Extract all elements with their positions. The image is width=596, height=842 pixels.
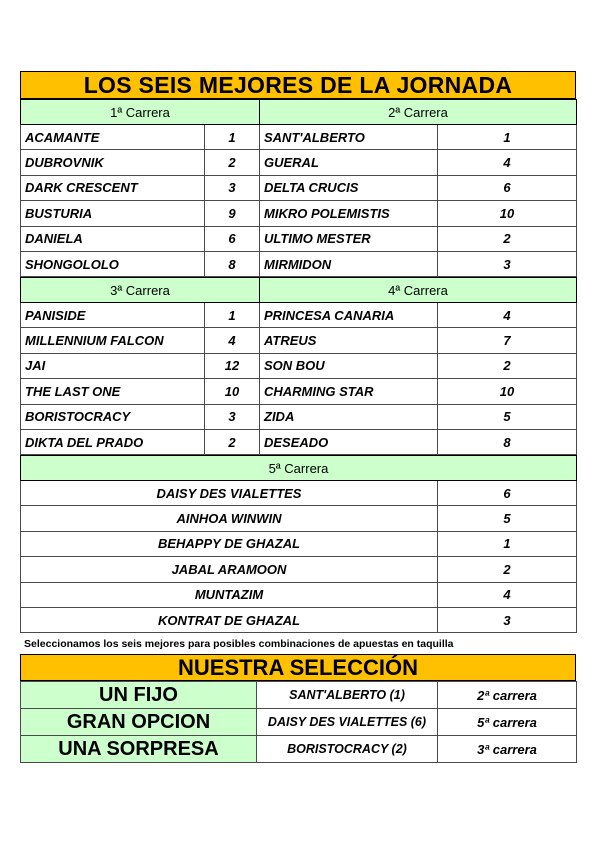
horse-number: 3 — [438, 607, 577, 632]
horse-name: ULTIMO MESTER — [260, 226, 438, 251]
table-row — [21, 506, 577, 531]
table-row — [21, 125, 577, 150]
table-row — [21, 429, 577, 454]
horse-name: DAISY DES VIALETTES — [21, 481, 438, 506]
selection-title: NUESTRA SELECCIÓN — [20, 654, 576, 681]
table-row — [21, 379, 577, 404]
horse-number: 4 — [205, 328, 260, 353]
horse-number: 10 — [438, 379, 577, 404]
horse-number: 8 — [438, 429, 577, 454]
horse-name: CHARMING STAR — [260, 379, 438, 404]
table-row — [21, 531, 577, 556]
selection-race: 3ª carrera — [438, 736, 577, 763]
horse-name: DANIELA — [21, 226, 205, 251]
table-row — [21, 682, 577, 709]
horse-name: MILLENNIUM FALCON — [21, 328, 205, 353]
table-row — [21, 303, 577, 328]
table-row — [21, 226, 577, 251]
table-row — [21, 175, 577, 200]
table-row — [21, 201, 577, 226]
horse-number: 5 — [438, 506, 577, 531]
horse-number: 7 — [438, 328, 577, 353]
horse-name: JABAL ARAMOON — [21, 557, 438, 582]
table-row — [21, 404, 577, 429]
horse-name: SON BOU — [260, 353, 438, 378]
table-row — [21, 582, 577, 607]
horse-number: 2 — [205, 150, 260, 175]
horse-name: AINHOA WINWIN — [21, 506, 438, 531]
horse-number: 4 — [438, 303, 577, 328]
table-row — [21, 251, 577, 276]
horse-number: 12 — [205, 353, 260, 378]
table-row — [21, 150, 577, 175]
selection-race: 5ª carrera — [438, 709, 577, 736]
horse-name: KONTRAT DE GHAZAL — [21, 607, 438, 632]
horse-name: ZIDA — [260, 404, 438, 429]
selection-horse: DAISY DES VIALETTES (6) — [257, 709, 438, 736]
horse-number: 6 — [438, 175, 577, 200]
horse-number: 4 — [438, 150, 577, 175]
horse-name: ACAMANTE — [21, 125, 205, 150]
race-4-header: 4ª Carrera — [260, 278, 577, 303]
horse-name: SHONGOLOLO — [21, 251, 205, 276]
table-row — [21, 353, 577, 378]
horse-number: 3 — [205, 175, 260, 200]
horse-name: DELTA CRUCIS — [260, 175, 438, 200]
horse-number: 3 — [438, 251, 577, 276]
horse-name: SANT'ALBERTO — [260, 125, 438, 150]
selection-horse: SANT'ALBERTO (1) — [257, 682, 438, 709]
selection-race: 2ª carrera — [438, 682, 577, 709]
selection-table — [20, 681, 577, 763]
table-row — [21, 709, 577, 736]
horse-number: 10 — [205, 379, 260, 404]
horse-name: PANISIDE — [21, 303, 205, 328]
selection-label: UN FIJO — [21, 682, 257, 709]
race-3-header: 3ª Carrera — [21, 278, 260, 303]
selection-label: UNA SORPRESA — [21, 736, 257, 763]
horse-number: 1 — [438, 531, 577, 556]
horse-name: DUBROVNIK — [21, 150, 205, 175]
races-1-2-table — [20, 99, 577, 277]
horse-name: DESEADO — [260, 429, 438, 454]
horse-number: 10 — [438, 201, 577, 226]
horse-number: 2 — [205, 429, 260, 454]
horse-number: 2 — [438, 226, 577, 251]
horse-name: ATREUS — [260, 328, 438, 353]
horse-number: 2 — [438, 557, 577, 582]
table-row — [21, 557, 577, 582]
horse-name: MIKRO POLEMISTIS — [260, 201, 438, 226]
table-row — [21, 607, 577, 632]
table-row — [21, 328, 577, 353]
horse-number: 6 — [205, 226, 260, 251]
horse-number: 6 — [438, 481, 577, 506]
horse-number: 4 — [438, 582, 577, 607]
selection-horse: BORISTOCRACY (2) — [257, 736, 438, 763]
horse-name: BORISTOCRACY — [21, 404, 205, 429]
horse-number: 1 — [205, 125, 260, 150]
horse-name: DIKTA DEL PRADO — [21, 429, 205, 454]
horse-number: 2 — [438, 353, 577, 378]
table-row — [21, 736, 577, 763]
horse-number: 9 — [205, 201, 260, 226]
horse-name: JAI — [21, 353, 205, 378]
horse-number: 3 — [205, 404, 260, 429]
table-row — [21, 481, 577, 506]
horse-name: BEHAPPY DE GHAZAL — [21, 531, 438, 556]
note-text: Seleccionamos los seis mejores para posibles combinaciones de apuestas en taquilla — [24, 638, 454, 650]
horse-name: MIRMIDON — [260, 251, 438, 276]
horse-number: 8 — [205, 251, 260, 276]
horse-number: 1 — [205, 303, 260, 328]
races-3-4-table — [20, 277, 577, 455]
selection-label: GRAN OPCION — [21, 709, 257, 736]
horse-name: THE LAST ONE — [21, 379, 205, 404]
horse-name: DARK CRESCENT — [21, 175, 205, 200]
page-title: LOS SEIS MEJORES DE LA JORNADA — [20, 71, 576, 99]
race-1-header: 1ª Carrera — [21, 100, 260, 125]
horse-number: 5 — [438, 404, 577, 429]
race-5-table — [20, 455, 577, 633]
race-2-header: 2ª Carrera — [260, 100, 577, 125]
horse-name: PRINCESA CANARIA — [260, 303, 438, 328]
horse-name: BUSTURIA — [21, 201, 205, 226]
horse-number: 1 — [438, 125, 577, 150]
race-5-header: 5ª Carrera — [21, 456, 577, 481]
horse-name: MUNTAZIM — [21, 582, 438, 607]
horse-name: GUERAL — [260, 150, 438, 175]
